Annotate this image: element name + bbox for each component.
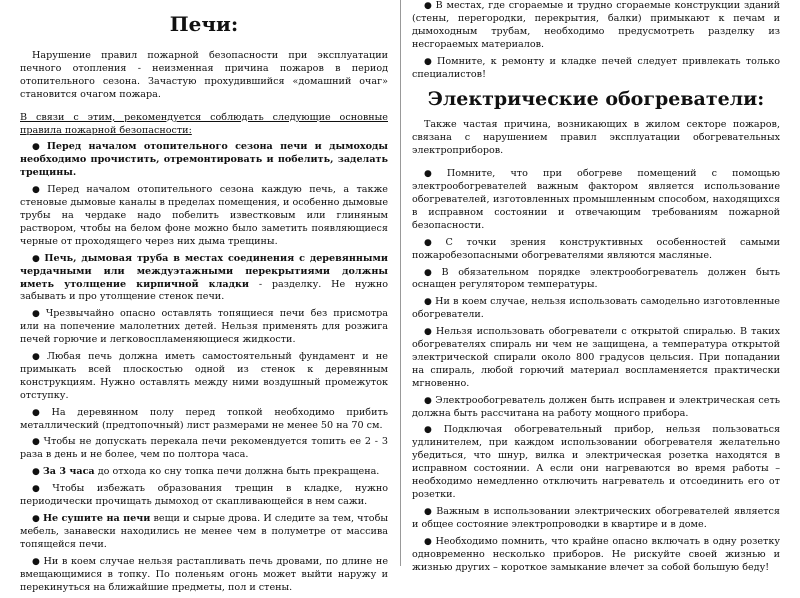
rule-text: до отхода ко сну топка печи должна быть прекращена. <box>94 466 380 478</box>
stove-extra-item: ● Помните, к ремонту и кладке печей следует привлекать только специалистов! <box>412 56 780 82</box>
rule-text: Чтобы не допускать перекала печи рекомендуется топить ее 2 - 3 раза в день и не более, чем по полтора часа. <box>20 436 388 461</box>
heater-rule-item: ● Ни в коем случае, нельзя использовать самодельно изготовленные обогреватели. <box>412 296 780 322</box>
left-column <box>20 0 388 598</box>
rule-text: Любая печь должна иметь самостоятельный фундамент и не примыкать всей плоскостью одной из стенок к деревянным конструкциям. Нужно оставлять между ними воздушный промежуток отступку. <box>20 351 388 401</box>
heater-rule-item: ● Необходимо помнить, что крайне опасно включать в одну розетку одновременно несколько приборов. Не рискуйте своей жизнью и жизнью других – короткое замыкание влечет за собой большую беду! <box>412 536 780 575</box>
section-title-stoves: Печи: <box>169 12 239 36</box>
rule-text: На деревянном полу перед топкой необходимо прибить металлический (предтопочный) лист размерами не менее 50 на 70 см. <box>20 406 388 431</box>
heater-rule-item: ● С точки зрения конструктивных особенностей самыми пожаробезопасными обогревателями являются масляные. <box>412 237 780 263</box>
stove-rule-item <box>20 184 388 249</box>
stove-rules-list <box>20 141 388 594</box>
heater-rule-item: ● Помните, что при обогреве помещений с помощью электрообогревателей важным фактором является использование обогревателей, изготовленных промышленным способом, находящихся в исправном состоянии и отвечающим требованиям пожарной безопасности. <box>412 168 780 233</box>
rule-text: Ни в коем случае нельзя растапливать печь дровами, по длине не вмещающимися в топку. По поленьям огонь может выйти наружу и перекинуться на ближайшие предметы, пол и стены. <box>20 555 388 593</box>
heater-rule-item: ● В обязательном порядке электрообогреватель должен быть оснащен регулятором температуры. <box>412 267 780 293</box>
column-divider <box>400 0 401 566</box>
rule-text: Перед началом отопительного сезона каждую печь, а также стеновые дымовые каналы в пределах помещения, и особенно дымовые трубы на чердаке надо побелить известковым или глиняным раствором, чтобы на белом фоне можно было заметить появляющиеся черные от проходящего через них дыма трещины. <box>20 184 388 247</box>
section-title-heaters: Электрические обогреватели: <box>427 88 765 111</box>
heater-rule-item: ● Подключая обогревательный прибор, нельзя пользоваться удлинителем, при каждом использовании обогревателя желательно убедиться, что шнур, вилка и электрическая розетка находятся в исправном состоянии. А если они нагреваются во время работы – необходимо немедленно отключить нагреватель и отсоединить его от розетки. <box>412 424 780 501</box>
stove-rule-item <box>20 253 388 305</box>
rule-text: вещи и сырые дрова. И следите за тем, чтобы мебель, занавески находились не менее чем в полуметре от массива топящейся печи. <box>20 513 388 550</box>
heater-rule-item: ● Нельзя использовать обогреватели с открытой спиралью. В таких обогревателях спираль ни чем не защищена, а температура открытой электрической спирали около 800 градусов цельсия. При попадании на спираль, любой горючий материал воспламеняется практически мгновенно. <box>412 326 780 391</box>
stove-rule-item <box>20 141 388 180</box>
stove-rule-item <box>20 556 388 595</box>
stove-rule-item <box>20 483 388 509</box>
stove-rule-item <box>20 436 388 462</box>
right-column <box>412 0 780 578</box>
stoves-intro: Нарушение правил пожарной безопасности при эксплуатации печного отопления - неизменная причина пожаров в период отопительного сезона. Зачастую прохудившийся «домашний очаг» становится очагом пожара. <box>20 50 388 100</box>
heater-rule-item: ● Электрообогреватель должен быть исправен и электрическая сеть должна быть рассчитана на работу мощного прибора. <box>412 395 780 421</box>
rule-bold-text: Не сушите на печи <box>42 513 151 524</box>
rule-bold-text: За 3 часа <box>42 466 95 478</box>
heater-rules-list <box>412 168 780 574</box>
stove-rule-item <box>20 351 388 403</box>
rule-text: Чрезвычайно опасно оставлять топящиеся печи без присмотра или на попечение малолетних детей. Нельзя применять для розжига печей горючие и легковоспламеняющиеся жидкости. <box>20 308 388 346</box>
rule-bold-text: Перед началом отопительного сезона печи и дымоходы необходимо прочистить, отремонтировать и побелить, заделать трещины. <box>20 141 388 179</box>
stove-rule-item <box>20 513 388 552</box>
stove-rule-item <box>20 407 388 433</box>
stove-rule-item <box>20 466 388 479</box>
rule-text: Чтобы избежать образования трещин в кладке, нужно периодически прочищать дымоход от скапливающейся в нем сажи. <box>20 483 388 508</box>
heaters-intro: Также частая причина, возникающих в жилом секторе пожаров, связана с нарушением правил эксплуатации обогревательных электроприборов. <box>412 119 780 157</box>
rule-text: - разделку. Не нужно забывать и про утолщение стенок печи. <box>20 278 388 303</box>
rules-heading: В связи с этим, рекомендуется соблюдать следующие основные правила пожарной безопасности: <box>20 111 388 136</box>
stove-extra-item: ● В местах, где сгораемые и трудно сгораемые конструкции зданий (стены, перегородки, перекрытия, балки) примыкают к печам и дымоходным трубам, необходимо предусмотреть разделку из несгораемых материалов. <box>412 0 780 52</box>
stove-rule-item <box>20 308 388 347</box>
heater-rule-item: ● Важным в использовании электрических обогревателей является и общее состояние электропроводки в квартире и в доме. <box>412 506 780 532</box>
rule-bold-text: Печь, дымовая труба в местах соединения с деревянными чердачными или междуэтажными перекрытиями должны иметь утолщение кирпичной кладки <box>20 252 388 290</box>
stove-extra-list <box>412 0 780 81</box>
